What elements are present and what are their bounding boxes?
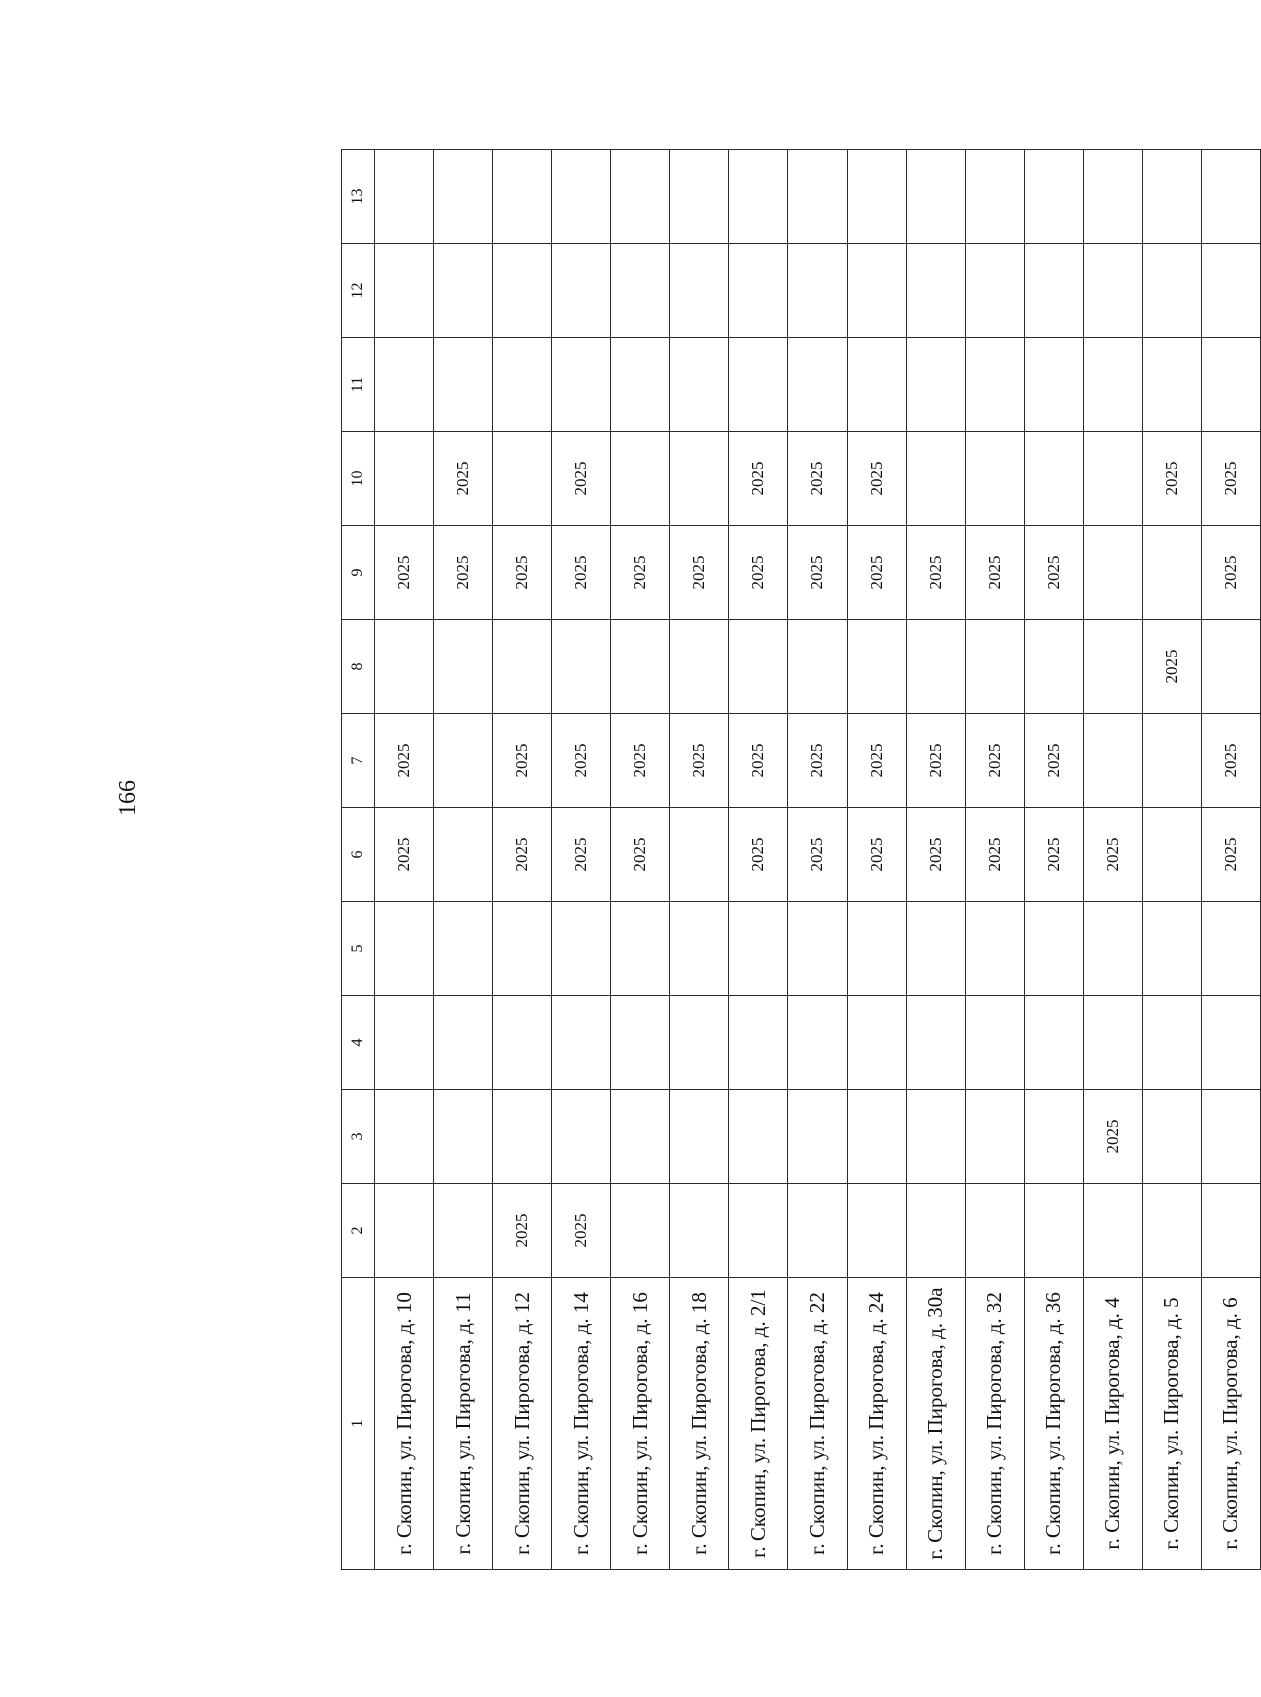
year-cell-col-6: 2025: [1201, 808, 1260, 902]
year-cell-col-2: [1024, 1184, 1083, 1278]
schedule-table: [341, 149, 1261, 1570]
year-cell-col-8: [729, 620, 788, 714]
year-cell-col-9: 2025: [906, 526, 965, 620]
year-cell-col-12: [611, 244, 670, 338]
year-cell-col-4: [906, 996, 965, 1090]
year-cell-col-12: [847, 244, 906, 338]
year-cell-col-13: [1142, 150, 1201, 244]
year-cell-col-10: 2025: [434, 432, 493, 526]
address-cell: г. Скопин, ул. Пирогова, д. 14: [552, 1278, 611, 1570]
table-body: [375, 150, 1261, 1570]
year-cell-col-4: [965, 996, 1024, 1090]
year-cell-col-13: [1201, 150, 1260, 244]
year-cell-col-7: 2025: [906, 714, 965, 808]
year-cell-col-10: [375, 432, 434, 526]
year-cell-col-11: [434, 338, 493, 432]
year-cell-col-6: 2025: [552, 808, 611, 902]
year-cell-col-11: [1201, 338, 1260, 432]
year-cell-col-5: [434, 902, 493, 996]
year-cell-col-2: [670, 1184, 729, 1278]
year-cell-col-13: [1083, 150, 1142, 244]
year-cell-col-3: [788, 1090, 847, 1184]
year-cell-col-2: [611, 1184, 670, 1278]
year-cell-col-9: 2025: [847, 526, 906, 620]
year-cell-col-9: 2025: [493, 526, 552, 620]
table-row: [906, 150, 965, 1570]
year-cell-col-7: 2025: [670, 714, 729, 808]
year-cell-col-4: [729, 996, 788, 1090]
year-cell-col-4: [552, 996, 611, 1090]
year-cell-col-4: [670, 996, 729, 1090]
year-cell-col-13: [552, 150, 611, 244]
year-cell-col-5: [1024, 902, 1083, 996]
year-cell-col-7: 2025: [552, 714, 611, 808]
year-cell-col-13: [729, 150, 788, 244]
column-header-13: 13: [342, 150, 375, 244]
year-cell-col-10: 2025: [1201, 432, 1260, 526]
year-cell-col-6: 2025: [788, 808, 847, 902]
year-cell-col-7: 2025: [611, 714, 670, 808]
year-cell-col-9: 2025: [788, 526, 847, 620]
address-cell: г. Скопин, ул. Пирогова, д. 22: [788, 1278, 847, 1570]
year-cell-col-3: [1024, 1090, 1083, 1184]
year-cell-col-10: [1024, 432, 1083, 526]
column-header-7: 7: [342, 714, 375, 808]
year-cell-col-7: 2025: [847, 714, 906, 808]
column-header-12: 12: [342, 244, 375, 338]
column-header-9: 9: [342, 526, 375, 620]
year-cell-col-12: [906, 244, 965, 338]
year-cell-col-9: 2025: [1024, 526, 1083, 620]
table-row: [670, 150, 729, 1570]
year-cell-col-3: [670, 1090, 729, 1184]
year-cell-col-7: [1142, 714, 1201, 808]
table-row: [788, 150, 847, 1570]
year-cell-col-9: 2025: [375, 526, 434, 620]
year-cell-col-5: [965, 902, 1024, 996]
header-row: [342, 150, 375, 1570]
year-cell-col-2: [965, 1184, 1024, 1278]
year-cell-col-10: [493, 432, 552, 526]
address-cell: г. Скопин, ул. Пирогова, д. 5: [1142, 1278, 1201, 1570]
year-cell-col-11: [847, 338, 906, 432]
address-cell: г. Скопин, ул. Пирогова, д. 10: [375, 1278, 434, 1570]
year-cell-col-5: [906, 902, 965, 996]
year-cell-col-10: 2025: [788, 432, 847, 526]
year-cell-col-9: [1142, 526, 1201, 620]
year-cell-col-11: [552, 338, 611, 432]
year-cell-col-12: [1083, 244, 1142, 338]
year-cell-col-9: 2025: [552, 526, 611, 620]
year-cell-col-3: [552, 1090, 611, 1184]
year-cell-col-8: [906, 620, 965, 714]
year-cell-col-5: [1083, 902, 1142, 996]
year-cell-col-5: [375, 902, 434, 996]
year-cell-col-11: [788, 338, 847, 432]
year-cell-col-13: [906, 150, 965, 244]
year-cell-col-13: [434, 150, 493, 244]
year-cell-col-10: 2025: [1142, 432, 1201, 526]
year-cell-col-6: 2025: [375, 808, 434, 902]
year-cell-col-12: [788, 244, 847, 338]
year-cell-col-2: [1201, 1184, 1260, 1278]
year-cell-col-12: [434, 244, 493, 338]
year-cell-col-11: [611, 338, 670, 432]
year-cell-col-6: 2025: [493, 808, 552, 902]
table-row: [1024, 150, 1083, 1570]
year-cell-col-9: 2025: [434, 526, 493, 620]
year-cell-col-4: [375, 996, 434, 1090]
year-cell-col-6: [434, 808, 493, 902]
year-cell-col-8: [434, 620, 493, 714]
year-cell-col-8: 2025: [1142, 620, 1201, 714]
year-cell-col-10: [906, 432, 965, 526]
year-cell-col-13: [965, 150, 1024, 244]
year-cell-col-2: [1142, 1184, 1201, 1278]
year-cell-col-3: [611, 1090, 670, 1184]
year-cell-col-11: [965, 338, 1024, 432]
column-header-5: 5: [342, 902, 375, 996]
address-cell: г. Скопин, ул. Пирогова, д. 12: [493, 1278, 552, 1570]
year-cell-col-8: [552, 620, 611, 714]
year-cell-col-11: [906, 338, 965, 432]
year-cell-col-7: [1083, 714, 1142, 808]
year-cell-col-5: [611, 902, 670, 996]
year-cell-col-11: [375, 338, 434, 432]
year-cell-col-5: [1201, 902, 1260, 996]
year-cell-col-7: 2025: [375, 714, 434, 808]
year-cell-col-8: [493, 620, 552, 714]
address-cell: г. Скопин, ул. Пирогова, д. 36: [1024, 1278, 1083, 1570]
year-cell-col-12: [493, 244, 552, 338]
year-cell-col-3: [965, 1090, 1024, 1184]
year-cell-col-7: 2025: [1024, 714, 1083, 808]
year-cell-col-6: 2025: [729, 808, 788, 902]
year-cell-col-6: 2025: [965, 808, 1024, 902]
year-cell-col-3: [434, 1090, 493, 1184]
column-header-2: 2: [342, 1184, 375, 1278]
year-cell-col-8: [788, 620, 847, 714]
address-cell: г. Скопин, ул. Пирогова, д. 30а: [906, 1278, 965, 1570]
year-cell-col-5: [493, 902, 552, 996]
table-row: [375, 150, 434, 1570]
year-cell-col-2: [434, 1184, 493, 1278]
table-row: [552, 150, 611, 1570]
year-cell-col-12: [375, 244, 434, 338]
year-cell-col-8: [375, 620, 434, 714]
year-cell-col-3: [729, 1090, 788, 1184]
year-cell-col-3: [906, 1090, 965, 1184]
year-cell-col-4: [493, 996, 552, 1090]
year-cell-col-12: [1142, 244, 1201, 338]
address-cell: г. Скопин, ул. Пирогова, д. 6: [1201, 1278, 1260, 1570]
year-cell-col-13: [788, 150, 847, 244]
year-cell-col-11: [1142, 338, 1201, 432]
year-cell-col-9: [1083, 526, 1142, 620]
year-cell-col-4: [1201, 996, 1260, 1090]
year-cell-col-5: [670, 902, 729, 996]
year-cell-col-9: 2025: [670, 526, 729, 620]
year-cell-col-3: [1142, 1090, 1201, 1184]
table-row: [1201, 150, 1260, 1570]
column-header-4: 4: [342, 996, 375, 1090]
table-row: [1142, 150, 1201, 1570]
page-number: 166: [115, 780, 141, 816]
year-cell-col-2: [847, 1184, 906, 1278]
year-cell-col-8: [1083, 620, 1142, 714]
address-cell: г. Скопин, ул. Пирогова, д. 4: [1083, 1278, 1142, 1570]
year-cell-col-9: 2025: [965, 526, 1024, 620]
year-cell-col-8: [1024, 620, 1083, 714]
year-cell-col-13: [847, 150, 906, 244]
year-cell-col-6: [1142, 808, 1201, 902]
year-cell-col-8: [1201, 620, 1260, 714]
address-cell: г. Скопин, ул. Пирогова, д. 16: [611, 1278, 670, 1570]
year-cell-col-11: [493, 338, 552, 432]
year-cell-col-8: [611, 620, 670, 714]
year-cell-col-2: [1083, 1184, 1142, 1278]
year-cell-col-13: [1024, 150, 1083, 244]
year-cell-col-5: [847, 902, 906, 996]
year-cell-col-13: [670, 150, 729, 244]
year-cell-col-10: [965, 432, 1024, 526]
year-cell-col-7: 2025: [493, 714, 552, 808]
year-cell-col-10: 2025: [729, 432, 788, 526]
year-cell-col-10: 2025: [552, 432, 611, 526]
year-cell-col-10: [611, 432, 670, 526]
year-cell-col-7: 2025: [788, 714, 847, 808]
year-cell-col-2: [375, 1184, 434, 1278]
table-row: [493, 150, 552, 1570]
year-cell-col-2: 2025: [493, 1184, 552, 1278]
year-cell-col-6: 2025: [1083, 808, 1142, 902]
year-cell-col-5: [552, 902, 611, 996]
year-cell-col-10: [670, 432, 729, 526]
address-cell: г. Скопин, ул. Пирогова, д. 18: [670, 1278, 729, 1570]
year-cell-col-2: [906, 1184, 965, 1278]
year-cell-col-2: [729, 1184, 788, 1278]
year-cell-col-6: 2025: [906, 808, 965, 902]
year-cell-col-11: [1024, 338, 1083, 432]
year-cell-col-2: [788, 1184, 847, 1278]
table-row: [1083, 150, 1142, 1570]
address-cell: г. Скопин, ул. Пирогова, д. 2/1: [729, 1278, 788, 1570]
year-cell-col-4: [1024, 996, 1083, 1090]
year-cell-col-10: [1083, 432, 1142, 526]
year-cell-col-13: [493, 150, 552, 244]
year-cell-col-4: [1142, 996, 1201, 1090]
year-cell-col-7: 2025: [1201, 714, 1260, 808]
table-row: [847, 150, 906, 1570]
year-cell-col-3: 2025: [1083, 1090, 1142, 1184]
address-cell: г. Скопин, ул. Пирогова, д. 32: [965, 1278, 1024, 1570]
year-cell-col-12: [552, 244, 611, 338]
year-cell-col-12: [729, 244, 788, 338]
column-header-6: 6: [342, 808, 375, 902]
year-cell-col-13: [375, 150, 434, 244]
column-header-11: 11: [342, 338, 375, 432]
year-cell-col-11: [729, 338, 788, 432]
year-cell-col-4: [847, 996, 906, 1090]
column-header-10: 10: [342, 432, 375, 526]
year-cell-col-4: [434, 996, 493, 1090]
year-cell-col-12: [670, 244, 729, 338]
year-cell-col-12: [965, 244, 1024, 338]
year-cell-col-5: [788, 902, 847, 996]
column-header-8: 8: [342, 620, 375, 714]
table-row: [965, 150, 1024, 1570]
year-cell-col-9: 2025: [729, 526, 788, 620]
year-cell-col-6: 2025: [1024, 808, 1083, 902]
table-row: [434, 150, 493, 1570]
year-cell-col-10: 2025: [847, 432, 906, 526]
year-cell-col-5: [729, 902, 788, 996]
year-cell-col-9: 2025: [1201, 526, 1260, 620]
column-header-1: 1: [342, 1278, 375, 1570]
year-cell-col-7: 2025: [965, 714, 1024, 808]
year-cell-col-3: [375, 1090, 434, 1184]
year-cell-col-12: [1201, 244, 1260, 338]
year-cell-col-11: [1083, 338, 1142, 432]
year-cell-col-6: [670, 808, 729, 902]
year-cell-col-3: [847, 1090, 906, 1184]
year-cell-col-13: [611, 150, 670, 244]
table-container: [341, 150, 1261, 1570]
address-cell: г. Скопин, ул. Пирогова, д. 11: [434, 1278, 493, 1570]
address-cell: г. Скопин, ул. Пирогова, д. 24: [847, 1278, 906, 1570]
year-cell-col-8: [670, 620, 729, 714]
year-cell-col-3: [493, 1090, 552, 1184]
year-cell-col-9: 2025: [611, 526, 670, 620]
column-header-3: 3: [342, 1090, 375, 1184]
year-cell-col-11: [670, 338, 729, 432]
year-cell-col-4: [788, 996, 847, 1090]
year-cell-col-6: 2025: [611, 808, 670, 902]
year-cell-col-2: 2025: [552, 1184, 611, 1278]
year-cell-col-3: [1201, 1090, 1260, 1184]
year-cell-col-5: [1142, 902, 1201, 996]
year-cell-col-12: [1024, 244, 1083, 338]
year-cell-col-4: [611, 996, 670, 1090]
year-cell-col-7: 2025: [729, 714, 788, 808]
year-cell-col-6: 2025: [847, 808, 906, 902]
year-cell-col-8: [965, 620, 1024, 714]
year-cell-col-7: [434, 714, 493, 808]
table-row: [729, 150, 788, 1570]
table-row: [611, 150, 670, 1570]
year-cell-col-8: [847, 620, 906, 714]
year-cell-col-4: [1083, 996, 1142, 1090]
